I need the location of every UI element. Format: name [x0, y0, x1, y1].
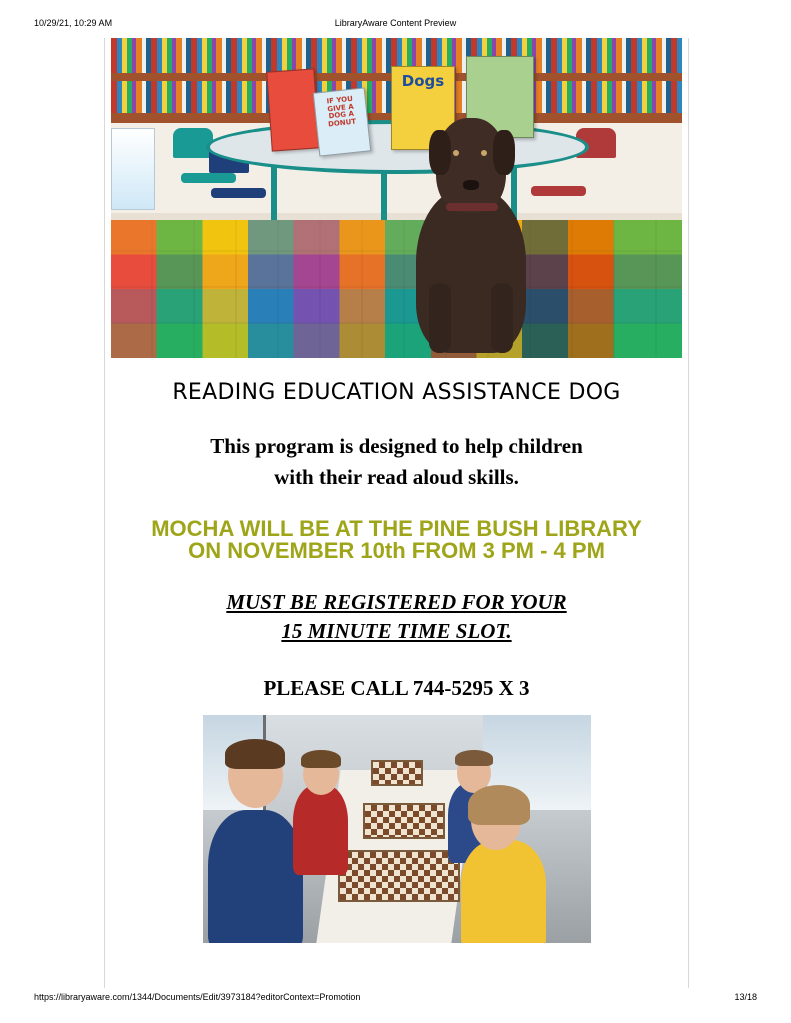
book-cover [313, 87, 371, 156]
wall-poster [111, 128, 155, 210]
dog-leg [429, 283, 451, 353]
chair-seat [181, 173, 236, 183]
kid-hair [455, 750, 493, 766]
registration-notice [105, 588, 688, 646]
kid-blue-hoodie [208, 810, 303, 943]
dog-eye [453, 150, 459, 156]
kid-hair [301, 750, 341, 768]
registration-line: MUST BE REGISTERED FOR YOUR [226, 590, 567, 614]
chair-seat [211, 188, 266, 198]
chess-board [363, 803, 445, 839]
dog-eye [481, 150, 487, 156]
book-title: IF YOU GIVE A DOG A DONUT [326, 94, 357, 129]
kid-red-plaid [293, 785, 348, 875]
description-line: with their read aloud skills. [274, 465, 519, 489]
chess-photo [203, 715, 591, 943]
book-title: Dogs [401, 72, 445, 90]
chess-board [371, 760, 423, 786]
dog-ear [493, 130, 515, 175]
event-line: MOCHA WILL BE AT THE PINE BUSH LIBRARY [151, 516, 642, 541]
phone-call-info: PLEASE CALL 744-5295 X 3 [263, 676, 530, 700]
program-heading: READING EDUCATION ASSISTANCE DOG [172, 380, 621, 405]
book-title [272, 76, 310, 79]
print-footer-page: 13/18 [734, 992, 757, 1002]
dog-ear [429, 130, 451, 175]
promotion-content [104, 38, 689, 988]
hero-photo-reading-dog [111, 38, 682, 358]
kid-hair [468, 785, 530, 825]
chess-board [338, 850, 460, 902]
print-header-datetime: 10/29/21, 10:29 AM [34, 18, 113, 28]
rug-shading [111, 220, 682, 358]
dog-nose [463, 180, 479, 190]
registration-line: 15 MINUTE TIME SLOT. [281, 619, 512, 643]
print-header-title: LibraryAware Content Preview [334, 18, 457, 28]
event-details [105, 518, 688, 562]
program-description [105, 431, 688, 493]
book-cover [266, 68, 319, 151]
dog-leg [491, 283, 513, 353]
dog-collar [446, 203, 498, 211]
kid-hair [225, 739, 285, 769]
print-footer-url: https://libraryaware.com/1344/Documents/Edit/3973184?editorContext=Promotion [34, 992, 361, 1002]
kid-yellow [461, 840, 546, 943]
event-line: ON NOVEMBER 10th FROM 3 PM - 4 PM [188, 538, 605, 563]
chair-seat [531, 186, 586, 196]
description-line: This program is designed to help children [210, 434, 583, 458]
